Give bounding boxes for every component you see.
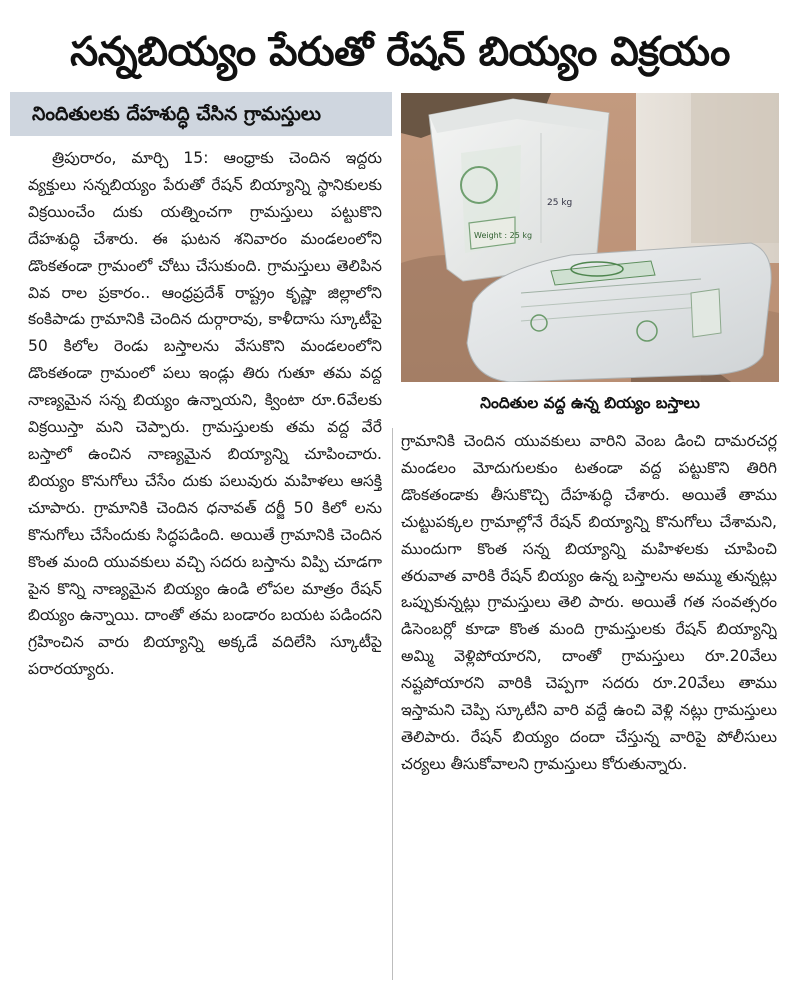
article-body-left: త్రిపురారం, మార్చి 15: ఆంధ్రాకు చెందిన ఇద్దరు వ్యక్తులు సన్నబియ్యం పేరుతో రేషన్ బియ్యాన్ని స్థానికులకు విక్రయించేం దుకు యత్నించగా గ్రామస్తులు పట్టుకొని దేహశుద్ధి చేశారు. ఈ ఘటన శనివారం మండలంలోని డొంకతండా గ్రామంలో చోటు చేసుకుంది. గ్రామస్తులు తెలిపిన వివ రాల ప్రకారం.. ఆంధ్రప్రదేశ్ రాష్ట్రం కృష్ణా జిల్లాలోని కంకిపాడు గ్రామానికి చెందిన దుర్గారావు, కాళీదాసు స్కూటీపై 50 కిలోల రెండు బస్తాలను వేసుకొని మండలంలోని డొంకతండా గ్రామంలో పలు ఇండ్లు తిరు గుతూ తమ వద్ద నాణ్యమైన సన్న బియ్యం ఉన్నాయని, క్వింటా రూ.6వేలకు విక్రయిస్తా మని చెప్పారు. గ్రామస్తులకు తమ వద్ద వేరే బస్తాలో ఉంచిన నాణ్యమైన బియ్యాన్ని చూపించారు. బియ్యం కొనుగోలు చేసేం దుకు పలువురు మహిళలు ఆసక్తి చూపారు. గ్రామానికి చెందిన ధనావత్ దర్జీ 50 కిలో లను కొనుగోలు చేసేందుకు సిద్ధపడింది. అయితే గ్రామానికి చెందిన కొంత మంది యువకులు వచ్చి సదరు బస్తాను విప్పి చూడగా పైన కొన్ని నాణ్యమైన బియ్యం ఉండి లోపల మాత్రం రేషన్ బియ్యం ఉన్నాయి. దాంతో తమ బండారం బయట పడిందని గ్రహించిన వారు బియ్యాన్ని అక్కడే వదిలేసి స్కూటీపై పరారయ్యారు. bbox=[28, 149, 382, 679]
photo-caption: నిందితుల వద్ద ఉన్న బియ్యం బస్తాలు bbox=[480, 394, 700, 412]
subheadline: నిందితులకు దేహశుద్ధి చేసిన గ్రామస్తులు bbox=[10, 92, 392, 136]
sack-weight-label: Weight : 25 kg bbox=[474, 231, 533, 240]
news-photo bbox=[401, 93, 779, 382]
sack-size-label: 25 kg bbox=[547, 198, 573, 208]
column-divider bbox=[392, 428, 393, 980]
headline: సన్నబియ్యం పేరుతో రేషన్ బియ్యం విక్రయం bbox=[70, 29, 730, 75]
article-body-right: గ్రామానికి చెందిన యువకులు వారిని వెంబ డించి దామరచర్ల మండలం మోదుగులకుం టతండా వద్ద పట్టుకొని తిరిగి డొంకతండాకు తీసుకొచ్చి దేహశుద్ధి చేశారు. అయితే తాము చుట్టుపక్కల గ్రామాల్లోనే రేషన్ బియ్యాన్ని కొనుగోలు చేశామని, ముందుగా కొంత సన్న బియ్యాన్ని మహిళలకు చూపించి తరువాత వారికి రేషన్ బియ్యం ఉన్న బస్తాలను అమ్ము తున్నట్లు ఒప్పుకున్నట్లు గ్రామస్తులు తెలి పారు. అయితే గత సంవత్సరం డిసెంబర్లో కూడా కొంత మంది గ్రామస్తులకు రేషన్ బియ్యాన్ని అమ్మి వెళ్లిపోయారని, దాంతో గ్రామస్తులు రూ.20వేలు నష్టపోయారని వారికి చెప్పగా సదరు రూ.20వేలు తాము ఇస్తామని చెప్పి స్కూటీని వారి వద్దే ఉంచి వెళ్లి నట్లు గ్రామస్తులు తెలిపారు. రేషన్ బియ్యం దందా చేస్తున్న వారిపై పోలీసులు చర్యలు తీసుకోవాలని గ్రామస్తులు కోరుతున్నారు. bbox=[401, 432, 777, 773]
